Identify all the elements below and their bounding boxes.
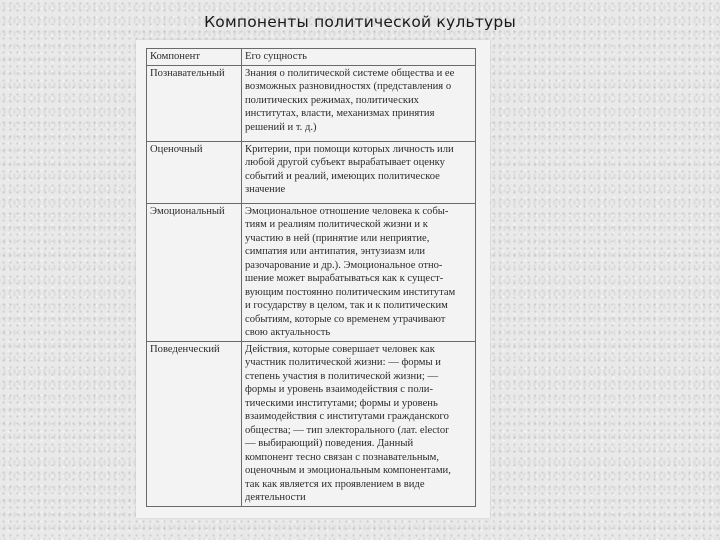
table-row — [147, 141, 476, 203]
row-component: Познавательный — [147, 65, 242, 141]
row-essence: Действия, которые совершает человек как участник политической жизни: — формы и степень участия в политической жизни; — формы и уровень взаимодействия с поли- тическими институтами; формы и уровень взаимодействия с институтами гражданского общества; — тип электорального (лат. elector — выбирающий) поведения. Данный компонент тесно связан с познавательным, оценочным и эмоциональным компонентами, так как является их проявлением в виде деятельности — [242, 341, 476, 506]
row-essence: Эмоциональное отношение человека к собы- тиям и реалиям политической жизни и к участию в ней (принятие или неприятие, симпатия или антипатия, энтузиазм или разочарование и др.). Эмоциональное отно- шение может вырабатываться как к сущест- вующим постоянно политическим институтам и государству в целом, так и к политическим событиям, которые со временем утрачивают свою актуальность — [242, 203, 476, 341]
row-essence: Критерии, при помощи которых личность или любой другой субъект вырабатывает оценку событий и реалий, имеющих политическое значение — [242, 141, 476, 203]
table-row — [147, 65, 476, 141]
table-row — [147, 341, 476, 506]
header-component: Компонент — [147, 49, 242, 66]
components-table — [146, 48, 476, 507]
scanned-table-page — [136, 40, 490, 518]
row-component: Эмоциональный — [147, 203, 242, 341]
table-header-row — [147, 49, 476, 66]
row-component: Поведенческий — [147, 341, 242, 506]
table-row — [147, 203, 476, 341]
row-component: Оценочный — [147, 141, 242, 203]
header-essence: Его сущность — [242, 49, 476, 66]
row-essence: Знания о политической системе общества и ее возможных разновидностях (представления о политических режимах, политических институтах, власти, механизмах принятия решений и т. д.) — [242, 65, 476, 141]
slide-title: Компоненты политической культуры — [204, 13, 516, 31]
